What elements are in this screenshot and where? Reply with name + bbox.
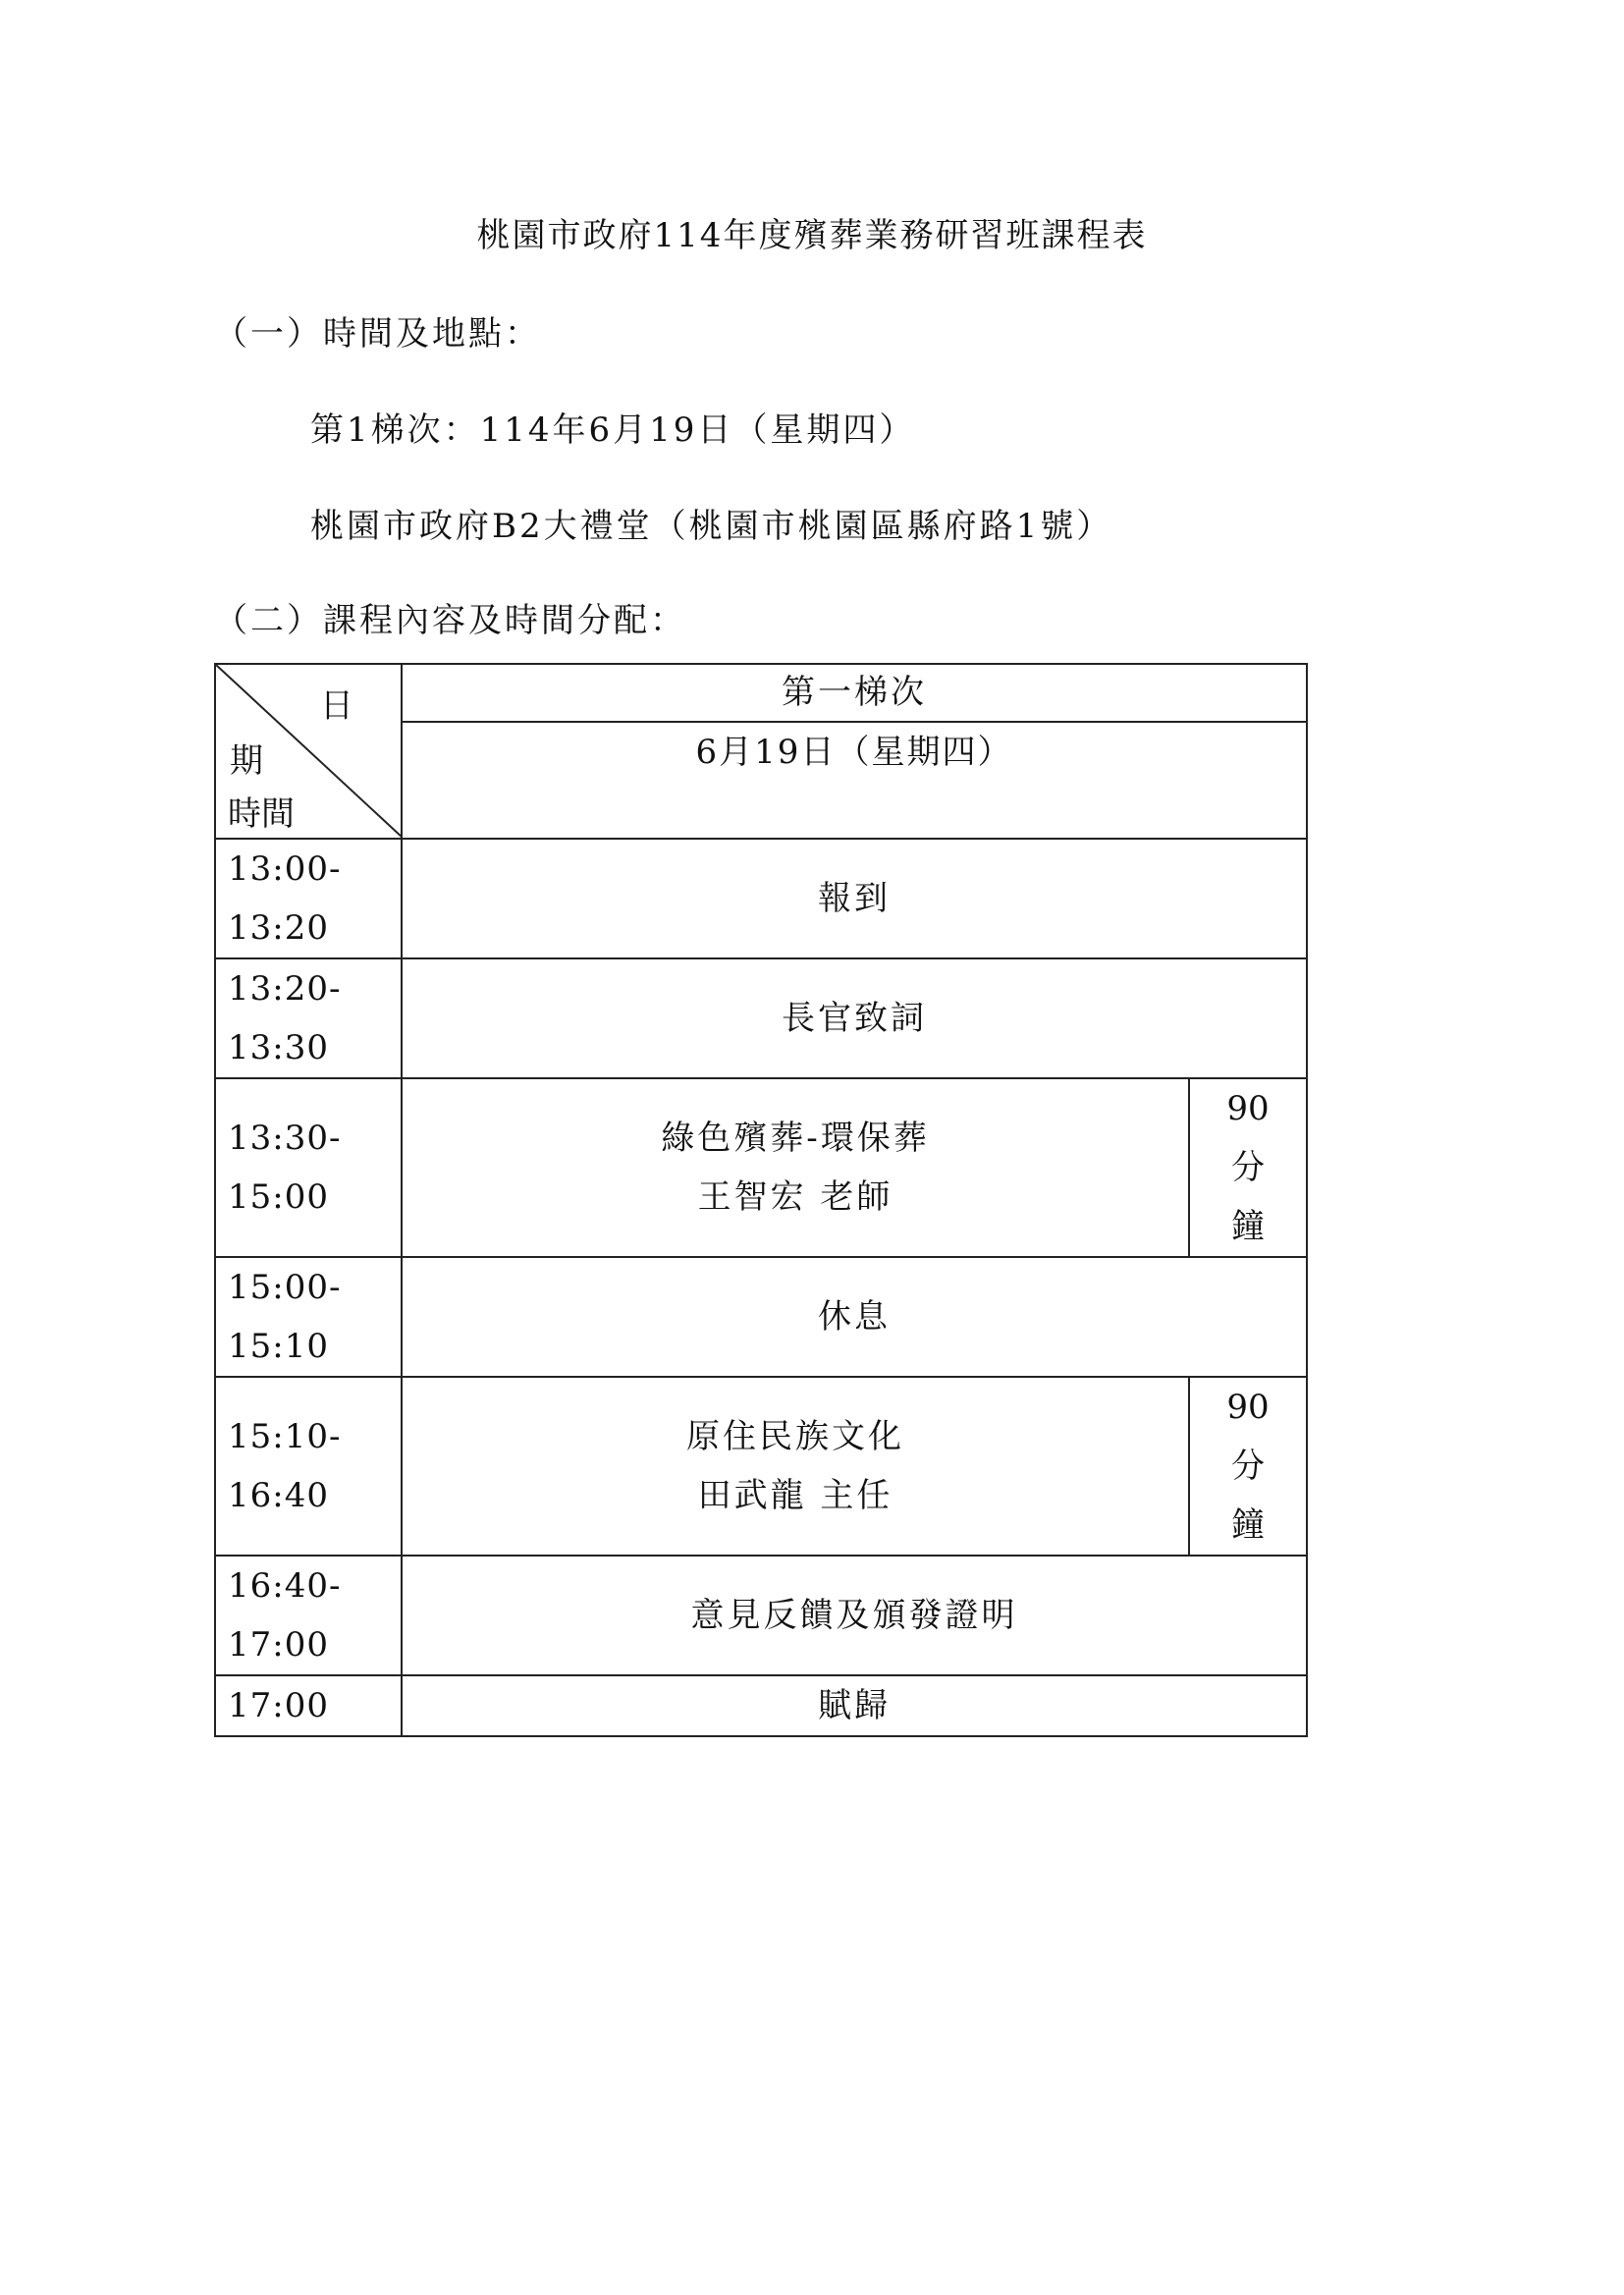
time-end: 13:20 — [228, 908, 329, 948]
course-speaker: 田武龍 主任 — [697, 1476, 893, 1515]
duration-unit-1: 分 — [1231, 1148, 1265, 1187]
duration-cell — [1189, 1078, 1307, 1257]
time-start: 13:30- — [228, 1119, 342, 1158]
venue-line: 桃園市政府B2大禮堂（桃園市桃園區縣府路1號） — [310, 507, 1113, 546]
table-row — [215, 1078, 1307, 1257]
content-cell: 意見反饋及頒發證明 — [402, 1556, 1307, 1675]
time-cell — [215, 1078, 402, 1257]
table-row — [215, 839, 1307, 958]
time-start: 15:00- — [228, 1268, 342, 1307]
document-title: 桃園市政府114年度殯葬業務研習班課程表 — [476, 216, 1148, 255]
duration-unit-2: 鐘 — [1231, 1505, 1265, 1545]
table-corner-cell — [215, 664, 402, 839]
section-heading-time-place: （一）時間及地點： — [214, 314, 541, 354]
course-title: 綠色殯葬-環保葬 — [661, 1119, 930, 1158]
duration-unit-1: 分 — [1231, 1447, 1265, 1486]
time-cell — [215, 1675, 402, 1736]
time-start: 17:00 — [228, 1686, 329, 1725]
duration-value: 90 — [1226, 1388, 1270, 1427]
time-start: 13:00- — [228, 849, 342, 889]
time-cell — [215, 1556, 402, 1675]
time-end: 15:00 — [228, 1177, 329, 1217]
content-cell: 報到 — [402, 839, 1307, 958]
date-header: 6月19日（星期四） — [402, 722, 1307, 839]
course-speaker: 王智宏 老師 — [697, 1177, 893, 1217]
batch-header: 第一梯次 — [402, 664, 1307, 722]
time-cell — [215, 1377, 402, 1556]
duration-value: 90 — [1226, 1089, 1270, 1128]
table-header-row — [215, 664, 1307, 722]
time-start: 13:20- — [228, 969, 342, 1009]
course-title: 原住民族文化 — [686, 1417, 904, 1456]
time-end: 13:30 — [228, 1028, 329, 1067]
session-date-line: 第1梯次：114年6月19日（星期四） — [310, 410, 916, 450]
duration-cell — [1189, 1377, 1307, 1556]
time-end: 17:00 — [228, 1625, 329, 1665]
corner-label-time: 時間 — [228, 794, 295, 834]
duration-unit-2: 鐘 — [1231, 1207, 1265, 1246]
time-start: 16:40- — [228, 1566, 342, 1606]
time-cell — [215, 958, 402, 1078]
time-cell — [215, 1257, 402, 1377]
content-cell: 休息 — [402, 1257, 1307, 1377]
time-start: 15:10- — [228, 1417, 342, 1456]
table-row — [215, 1675, 1307, 1736]
content-cell — [402, 1078, 1189, 1257]
corner-label-qi: 期 — [230, 741, 263, 781]
table-row — [215, 1377, 1307, 1556]
content-cell: 長官致詞 — [402, 958, 1307, 1078]
content-cell — [402, 1377, 1189, 1556]
time-end: 16:40 — [228, 1476, 329, 1515]
table-row — [215, 1257, 1307, 1377]
content-cell: 賦歸 — [402, 1675, 1307, 1736]
time-end: 15:10 — [228, 1327, 329, 1366]
corner-label-ri: 日 — [320, 686, 353, 726]
schedule-table — [214, 663, 1308, 1737]
table-row — [215, 1556, 1307, 1675]
time-cell — [215, 839, 402, 958]
section-heading-course-schedule: （二）課程內容及時間分配： — [214, 601, 686, 640]
table-row — [215, 958, 1307, 1078]
